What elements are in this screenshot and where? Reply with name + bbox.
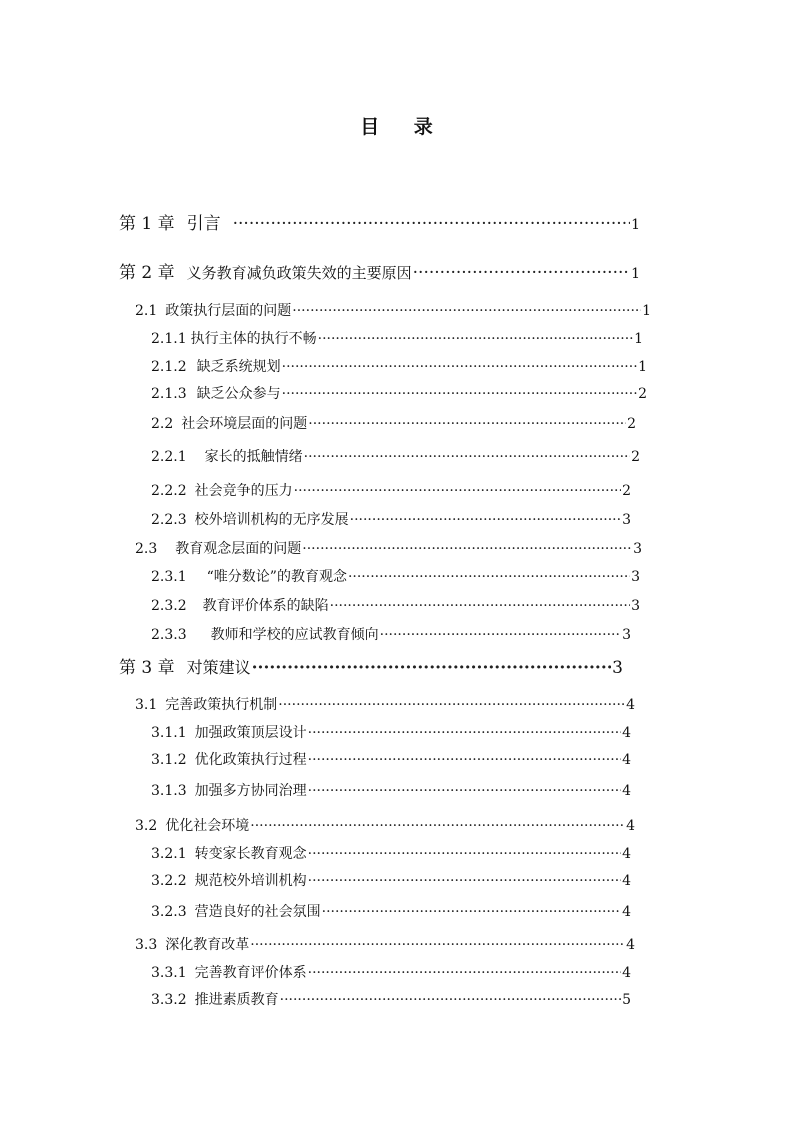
toc-leader-dots [348, 569, 630, 585]
toc-entry-text: 加强多方协同治理 [194, 783, 307, 799]
toc-entry-subsection[interactable] [151, 722, 631, 742]
toc-entry-text: 教育评价体系的缺陷 [202, 598, 329, 614]
toc-leader-dots [292, 303, 641, 319]
toc-leader-dots [318, 331, 633, 347]
toc-entry-page: 3 [612, 658, 623, 678]
toc-entry-text: 营造良好的社会氛围 [194, 904, 321, 920]
toc-leader-dots [308, 783, 621, 799]
toc-entry-subsection[interactable] [151, 843, 631, 863]
toc-entry-subsection[interactable] [151, 566, 640, 586]
toc-entry-text: 教育观念层面的问题 [175, 541, 302, 557]
toc-entry-text: 引言 [186, 214, 221, 234]
toc-entry-section[interactable] [151, 413, 636, 433]
toc-entry-subsection[interactable] [151, 962, 631, 982]
toc-leader-dots [302, 541, 632, 557]
toc-entry-page: 4 [622, 846, 631, 862]
toc-leader-dots [280, 992, 621, 1008]
toc-entry-number: 3.2 [135, 818, 158, 834]
toc-leader-dots [413, 263, 630, 283]
toc-entry-text: 深化教育改革 [165, 937, 250, 953]
toc-entry-text: 社会竞争的压力 [194, 483, 293, 499]
toc-entry-number: 2.1 [135, 303, 158, 319]
toc-entry-text: 完善政策执行机制 [165, 697, 278, 713]
toc-entry-subsection[interactable] [151, 780, 631, 800]
toc-entry-number: 3.1.1 [151, 725, 187, 741]
toc-entry-subsection[interactable] [151, 624, 631, 644]
toc-entry-number: 3.2.2 [151, 873, 187, 889]
toc-entry-page: 3 [622, 627, 631, 643]
toc-entry-section[interactable] [135, 934, 635, 954]
toc-entry-number: 2.2 [151, 416, 174, 432]
toc-entry-number: 第 3 章 [119, 658, 175, 678]
toc-leader-dots [322, 904, 621, 920]
toc-entry-text: “唯分数论”的教育观念 [206, 569, 347, 585]
toc-entry-number: 2.3 [135, 541, 158, 557]
toc-entry-text: 完善教育评价体系 [194, 965, 307, 981]
toc-entry-number: 3.3 [135, 937, 158, 953]
toc-entry-section[interactable] [135, 815, 635, 835]
toc-leader-dots [330, 598, 630, 614]
toc-entry-page: 4 [622, 873, 631, 889]
toc-entry-subsection[interactable] [151, 480, 631, 500]
toc-leader-dots [294, 483, 621, 499]
toc-entry-chapter-2[interactable] [119, 258, 640, 283]
toc-entry-text: 校外培训机构的无序发展 [194, 512, 349, 528]
toc-entry-number: 2.2.1 [151, 449, 187, 465]
toc-leader-dots [282, 386, 637, 402]
toc-entry-page: 2 [638, 386, 647, 402]
toc-entry-text: 对策建议 [186, 658, 251, 677]
toc-entry-page: 1 [642, 303, 651, 319]
toc-entry-number: 3.2.3 [151, 904, 187, 920]
toc-leader-dots [282, 359, 637, 375]
toc-entry-subsection[interactable] [151, 446, 640, 466]
toc-entry-subsection[interactable] [151, 509, 631, 529]
toc-entry-page: 4 [622, 965, 631, 981]
toc-entry-text: 缺乏公众参与 [196, 386, 281, 402]
toc-entry-subsection[interactable] [151, 383, 647, 403]
toc-entry-number: 2.1.2 [151, 359, 187, 375]
toc-entry-page: 4 [622, 752, 631, 768]
toc-leader-dots [380, 627, 621, 643]
toc-entry-number: 2.3.3 [151, 627, 187, 643]
toc-entry-text: 缺乏系统规划 [196, 359, 281, 375]
toc-entry-number: 2.1.1 [151, 331, 187, 347]
toc-entry-text: 义务教育减负政策失效的主要原因 [186, 264, 412, 282]
toc-entry-number: 3.1.2 [151, 752, 187, 768]
toc-entry-text: 推进素质教育 [194, 992, 279, 1008]
toc-entry-number: 3.2.1 [151, 846, 187, 862]
toc-entry-number: 3.1.3 [151, 783, 187, 799]
toc-entry-page: 3 [631, 598, 640, 614]
toc-entry-page: 3 [622, 512, 631, 528]
toc-entry-text: 执行主体的执行不畅 [190, 331, 317, 347]
toc-entry-page: 2 [622, 483, 631, 499]
toc-entry-number: 2.3.1 [151, 569, 187, 585]
toc-leader-dots [233, 214, 630, 234]
toc-entry-number: 3.3.2 [151, 992, 187, 1008]
toc-leader-dots [308, 873, 621, 889]
toc-entry-page: 3 [631, 569, 640, 585]
toc-entry-text: 家长的抵触情绪 [204, 449, 303, 465]
toc-entry-section[interactable] [135, 300, 651, 320]
toc-title: 目 录 [360, 116, 447, 138]
toc-entry-subsection[interactable] [151, 901, 631, 921]
toc-leader-dots [250, 937, 625, 953]
toc-entry-page: 4 [622, 783, 631, 799]
toc-entry-text: 社会环境层面的问题 [181, 416, 308, 432]
toc-entry-chapter-3[interactable] [119, 653, 623, 678]
toc-leader-dots [250, 818, 625, 834]
toc-entry-page: 4 [622, 904, 631, 920]
toc-entry-page: 2 [627, 416, 636, 432]
toc-entry-number: 2.2.3 [151, 512, 187, 528]
toc-entry-page: 4 [626, 697, 635, 713]
toc-entry-page: 4 [622, 725, 631, 741]
toc-entry-number: 第 2 章 [119, 263, 175, 283]
toc-entry-number: 2.1.3 [151, 386, 187, 402]
toc-entry-subsection[interactable] [151, 870, 631, 890]
toc-entry-number: 3.1 [135, 697, 158, 713]
toc-leader-dots [350, 512, 621, 528]
toc-entry-subsection[interactable] [151, 356, 647, 376]
toc-entry-page: 3 [633, 541, 642, 557]
toc-entry-section[interactable] [135, 694, 635, 714]
toc-entry-page: 1 [638, 359, 647, 375]
toc-entry-subsection[interactable] [151, 595, 640, 615]
toc-leader-dots [304, 449, 630, 465]
toc-entry-page: 1 [631, 217, 640, 233]
toc-entry-number: 2.3.2 [151, 598, 187, 614]
toc-entry-text: 转变家长教育观念 [194, 846, 307, 862]
toc-leader-dots [278, 697, 625, 713]
toc-entry-page: 2 [631, 449, 640, 465]
toc-entry-page: 4 [626, 818, 635, 834]
toc-entry-page: 1 [634, 331, 643, 347]
toc-entry-text: 规范校外培训机构 [194, 873, 307, 889]
toc-entry-page: 5 [622, 992, 631, 1008]
toc-entry-subsection[interactable] [151, 749, 631, 769]
toc-entry-text: 政策执行层面的问题 [165, 303, 292, 319]
toc-leader-dots [308, 725, 621, 741]
toc-entry-text: 加强政策顶层设计 [194, 725, 307, 741]
toc-entry-subsection[interactable] [151, 989, 631, 1009]
toc-leader-dots [252, 658, 612, 678]
toc-leader-dots [308, 416, 626, 432]
toc-entry-section[interactable] [135, 538, 642, 558]
toc-leader-dots [308, 965, 621, 981]
toc-entry-page: 4 [626, 937, 635, 953]
toc-entry-text: 优化社会环境 [165, 818, 250, 834]
toc-entry-subsection[interactable] [151, 328, 643, 348]
toc-entry-chapter-1[interactable] [119, 209, 640, 234]
toc-entry-text: 优化政策执行过程 [194, 752, 307, 768]
toc-entry-number: 第 1 章 [119, 214, 175, 234]
toc-leader-dots [308, 752, 621, 768]
toc-entry-number: 2.2.2 [151, 483, 187, 499]
toc-entry-number: 3.3.1 [151, 965, 187, 981]
toc-leader-dots [308, 846, 621, 862]
toc-entry-text: 教师和学校的应试教育倾向 [210, 627, 379, 643]
toc-entry-page: 1 [631, 266, 640, 282]
